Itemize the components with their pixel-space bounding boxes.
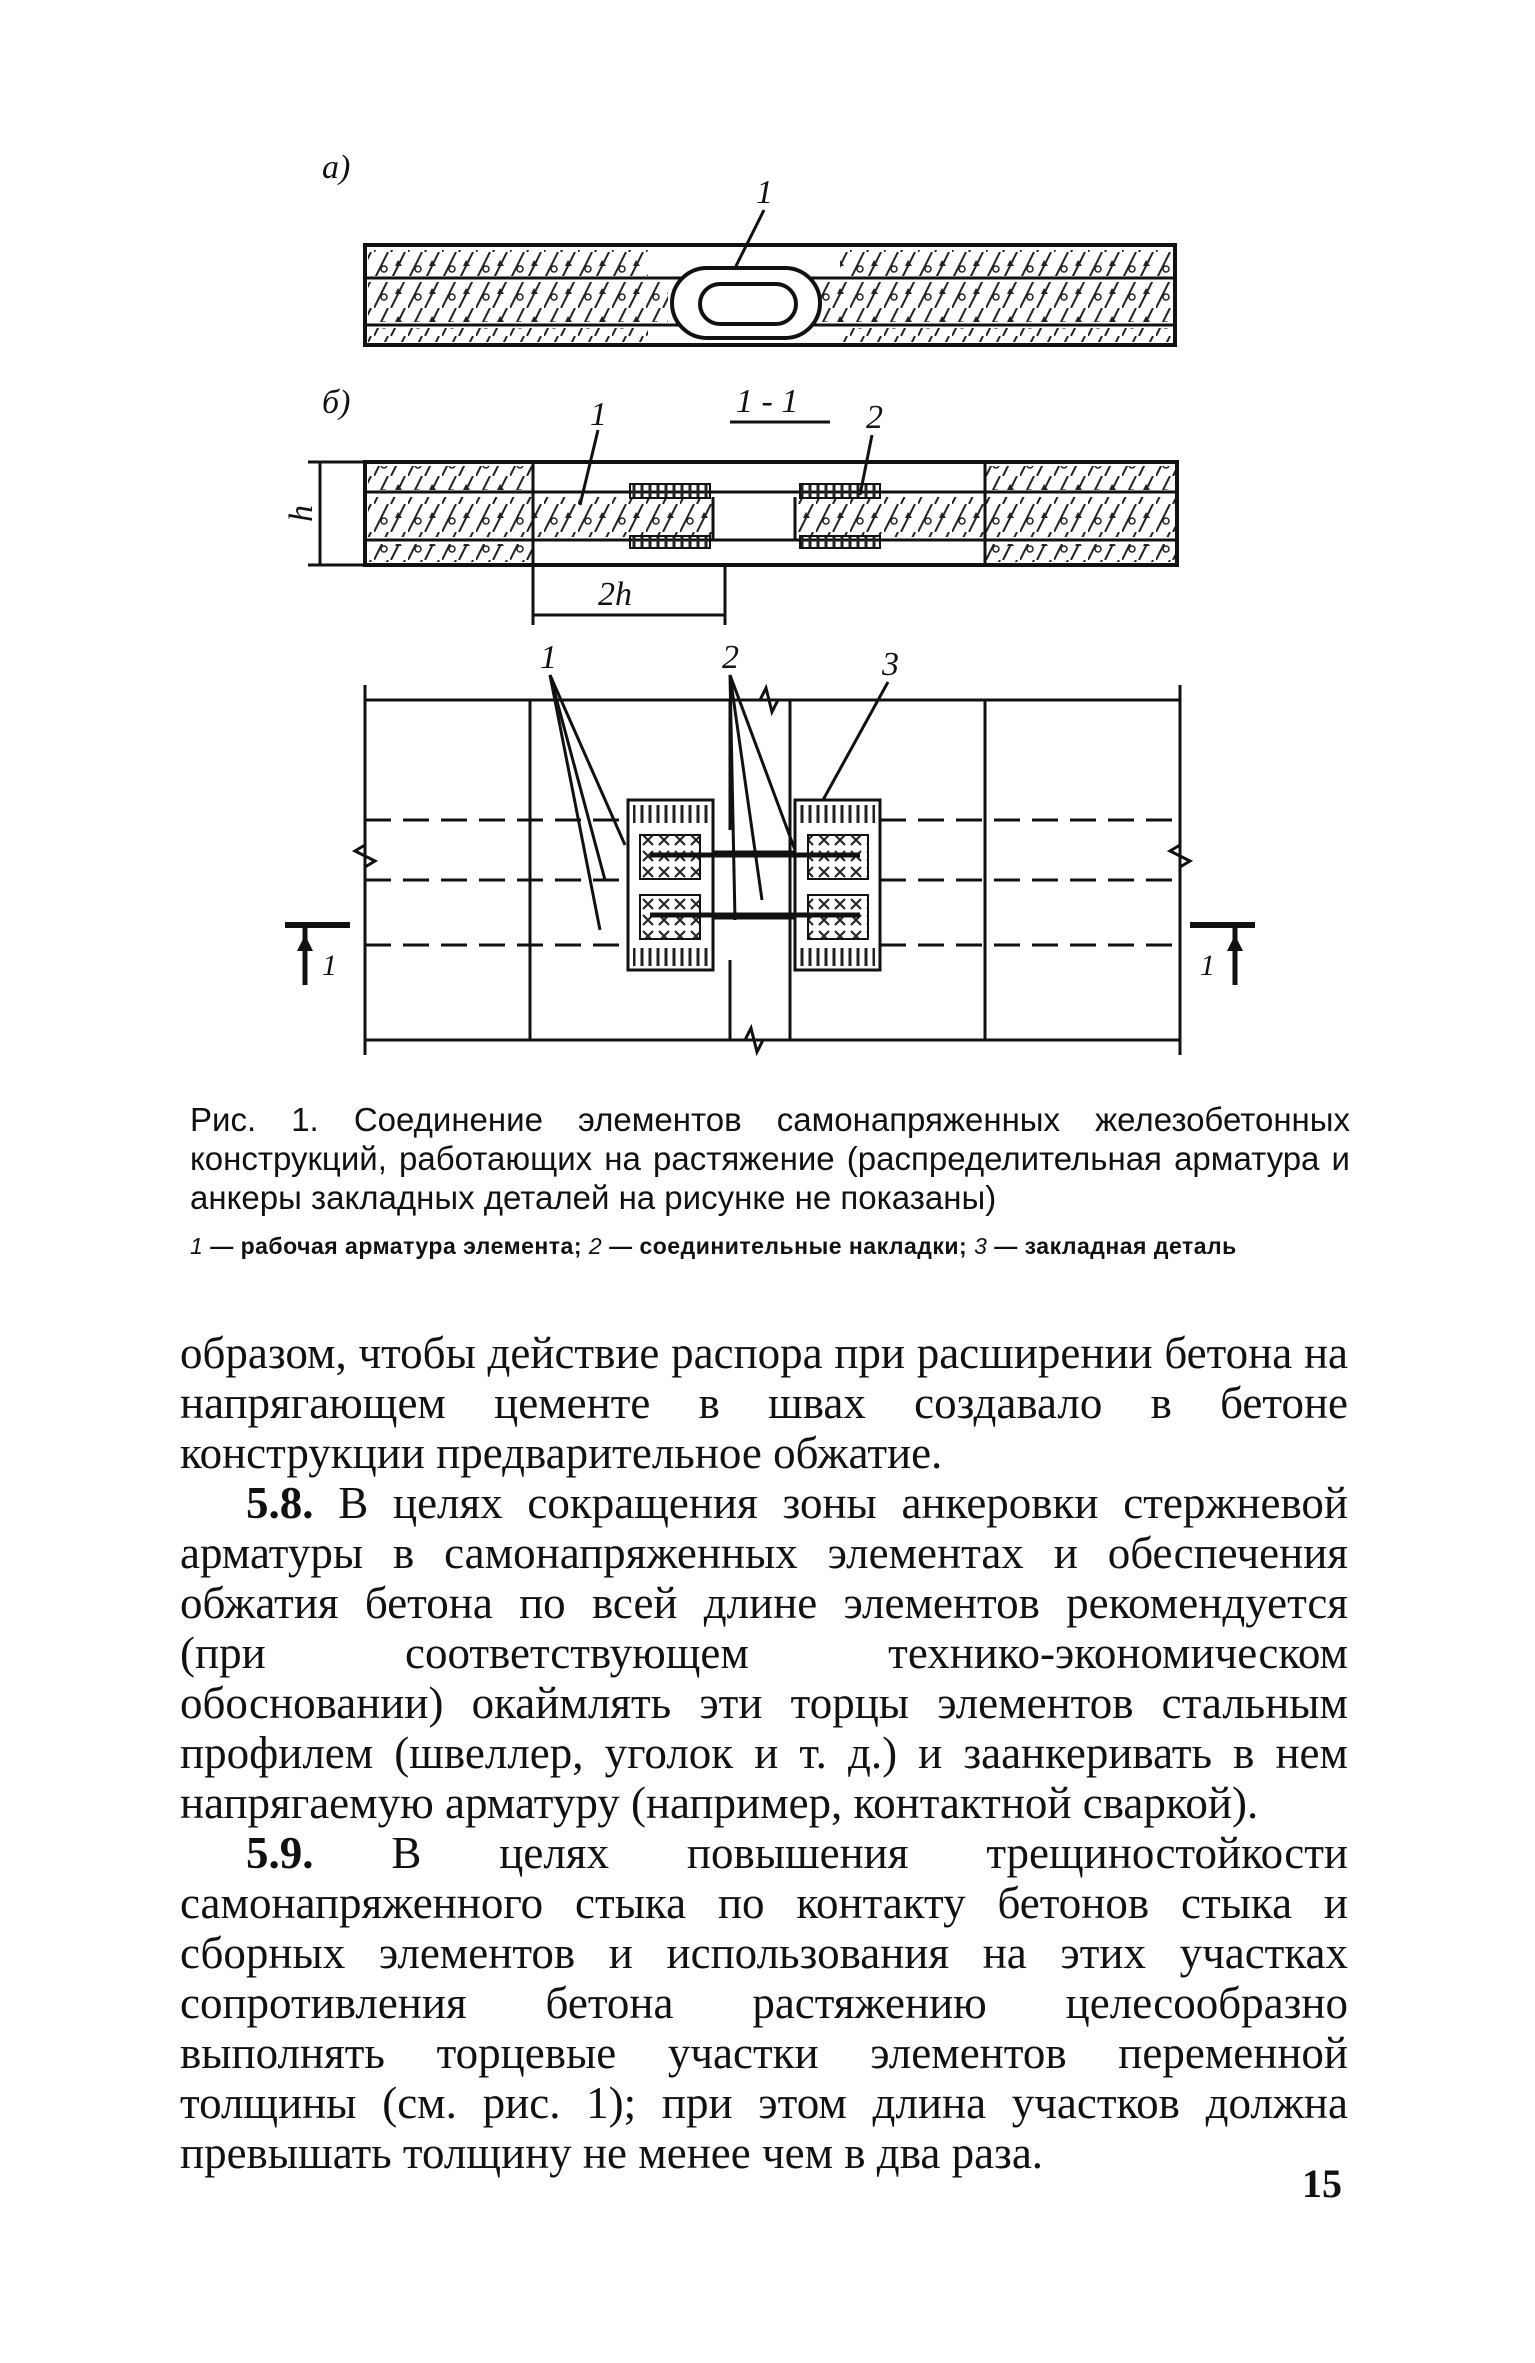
paragraph-5-9 [180,1828,1348,2178]
clause-number-5-8: 5.8. [246,1478,314,1528]
body-text [180,1328,1348,2178]
plan-view [285,639,1255,1055]
figure-caption [190,1100,1350,1217]
callout-1-plan: 1 [540,639,557,676]
callout-1-a: 1 [756,174,773,211]
figure-1-drawing [0,0,1535,1110]
legend-num-2: 2 [588,1233,603,1259]
part-a-elevation [322,149,1175,345]
paragraph-5-8-text: В целях сокращения зоны анкеровки стержневой арматуры в самонапряженных элементах и обеспечения обжатия бетона по всей длине элементов рекомендуется (при соответствующем технико-экономическом обосновании) окаймлять эти торцы элементов стальным профилем (швеллер, уголок и т. д.) и заанкеривать в нем напрягаемую арматуру (например, контактной сваркой). [180,1478,1348,1828]
paragraph-continuation: образом, чтобы действие распора при расширении бетона на напрягающем цементе в швах создавало в бетоне конструкции предварительное обжатие. [180,1328,1348,1478]
paragraph-5-8 [180,1478,1348,1828]
figure-legend [190,1232,1350,1261]
callout-1-b: 1 [590,396,607,433]
dim-2h: 2h [598,576,632,613]
part-b-section [283,383,1177,625]
label-a: а) [322,149,351,186]
clause-number-5-9: 5.9. [246,1828,314,1878]
legend-text-1: — рабочая арматура элемента; [210,1233,582,1259]
section-mark-right: 1 [1200,949,1215,982]
callout-2-plan: 2 [722,639,739,676]
legend-num-3: 3 [974,1233,988,1259]
caption-text: Соединение элементов самонапряженных железобетонных конструкций, работающих на растяжение (распределительная арматура и анкеры закладных деталей на рисунке не показаны) [190,1101,1350,1216]
dim-h: h [283,505,320,522]
callout-2-b: 2 [866,399,883,436]
legend-text-2: — соединительные накладки; [609,1233,968,1259]
page-number: 15 [1302,2161,1342,2206]
legend-num-1: 1 [190,1233,204,1259]
section-mark-left: 1 [322,949,337,982]
legend-text-3: — закладная деталь [994,1233,1237,1259]
callout-3-plan: 3 [882,646,899,683]
label-b: б) [322,384,351,421]
section-title: 1 - 1 [736,383,799,420]
paragraph-5-9-text: В целях повышения трещиностойкости самонапряженного стыка по контакту бетонов стыка и сборных элементов и использования на этих участках сопротивления бетона растяжению целесообразно выполнять торцевые участки элементов переменной толщины (см. рис. 1); при этом длина участков должна превышать толщину не менее чем в два раза. [180,1828,1348,2178]
caption-prefix: Рис. 1. [190,1101,319,1138]
